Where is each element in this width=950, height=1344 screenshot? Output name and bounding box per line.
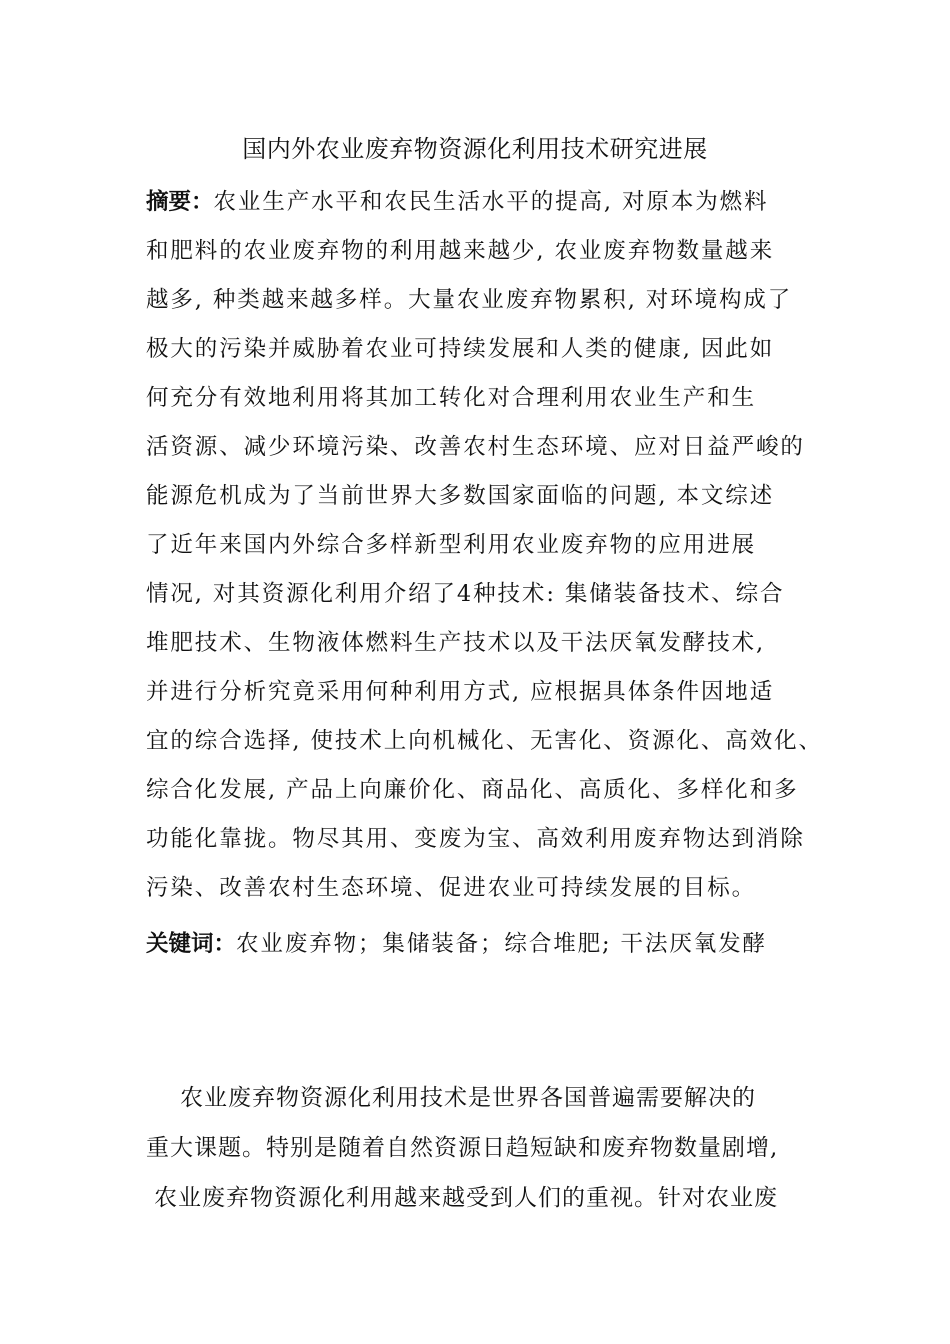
abstract-line: 和肥料的农业废弃物的利用越来越少, 农业废弃物数量越来 [146, 238, 775, 264]
abstract-line: 综合化发展, 产品上向廉价化、商品化、高质化、多样化和多 [146, 777, 799, 803]
body-paragraph-line: 农业废弃物资源化利用技术是世界各国普遍需要解决的 [180, 1085, 756, 1111]
abstract-line: 何充分有效地利用将其加工转化对合理利用农业生产和生 [146, 385, 757, 411]
abstract-line: 污染、改善农村生态环境、促进农业可持续发展的目标。 [146, 875, 757, 901]
abstract-section [146, 178, 823, 913]
abstract-line: 宜的综合选择, 使技术上向机械化、无害化、资源化、高效化、 [146, 728, 823, 754]
keywords-section [146, 920, 816, 969]
keywords-text: 农业废弃物；集储装备；综合堆肥; 干法厌氧发酵 [236, 931, 767, 957]
abstract-line: 活资源、减少环境污染、改善农村生态环境、应对日益严峻的 [146, 434, 805, 460]
abstract-line: 了近年来国内外综合多样新型利用农业废弃物的应用进展 [146, 532, 757, 558]
abstract-label: 摘要： [146, 189, 214, 215]
paper-title: 国内外农业废弃物资源化利用技术研究进展 [242, 135, 708, 163]
abstract-line: 堆肥技术、生物液体燃料生产技术以及干法厌氧发酵技术, [146, 630, 766, 656]
body-paragraph-line: 农业废弃物资源化利用越来越受到人们的重视。针对农业废 [154, 1185, 778, 1211]
abstract-line [146, 178, 816, 227]
keywords-label: 关键词： [146, 931, 237, 957]
abstract-line: 并进行分析究竟采用何种利用方式, 应根据具体条件因地适 [146, 679, 775, 705]
body-section [146, 1073, 816, 1223]
body-paragraph-line: 重大课题。特别是随着自然资源日趋短缺和废弃物数量剧增, [146, 1135, 779, 1161]
abstract-line: 越多, 种类越来越多样。大量农业废弃物累积, 对环境构成了 [146, 287, 793, 313]
abstract-line: 情况, 对其资源化利用介绍了4种技术: 集储装备技术、综合 [146, 581, 785, 607]
keywords-line [146, 920, 816, 969]
abstract-line: 极大的污染并威胁着农业可持续发展和人类的健康, 因此如 [146, 336, 775, 362]
abstract-text: 农业生产水平和农民生活水平的提高, 对原本为燃料 [213, 189, 769, 215]
abstract-line: 能源危机成为了当前世界大多数国家面临的问题, 本文综述 [146, 483, 775, 509]
abstract-line: 功能化靠拢。物尽其用、变废为宝、高效利用废弃物达到消除 [146, 826, 805, 852]
